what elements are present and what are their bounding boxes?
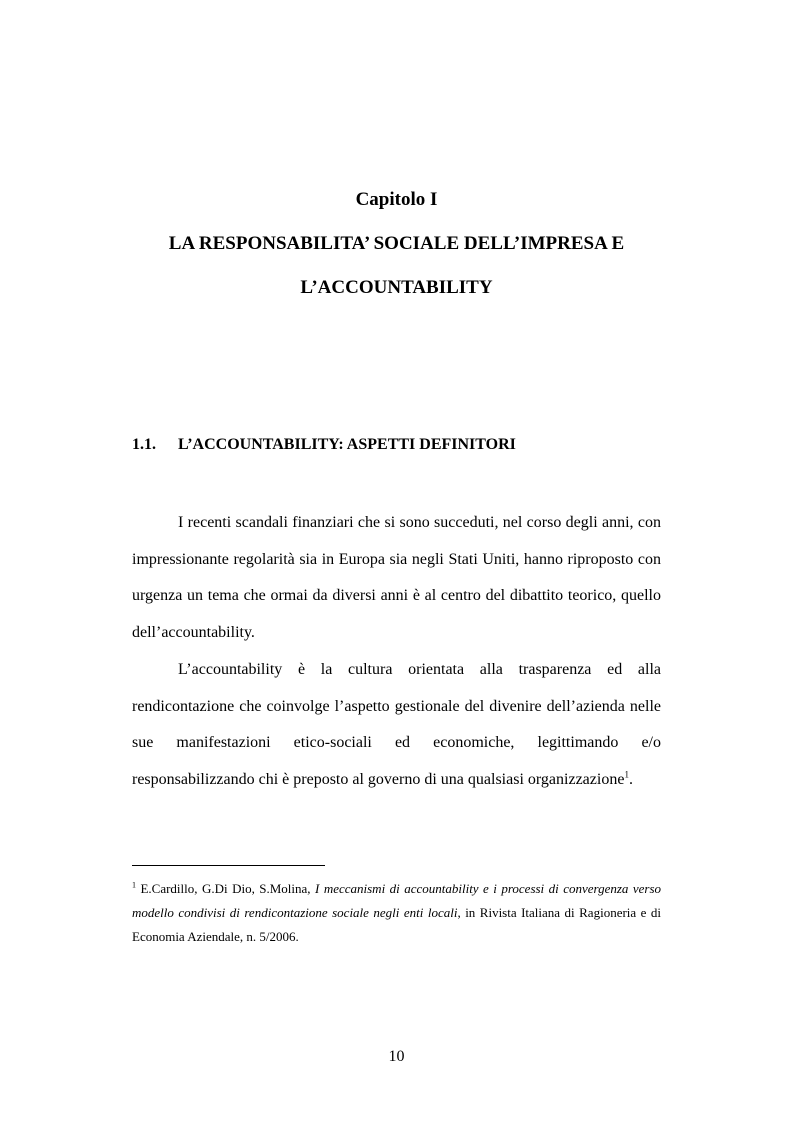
paragraph-1: I recenti scandali finanziari che si sono succeduti, nel corso degli anni, con impressionante regolarità sia in Europa sia negli Stati Uniti, hanno riproposto con urgenza un tema che ormai da diversi anni è al centro del dibattito teorico, quello dell’accountability. xyxy=(132,514,661,642)
footnote-authors: E.Cardillo, G.Di Dio, S.Molina, xyxy=(140,881,311,896)
chapter-number: Capitolo I xyxy=(355,189,438,210)
footnote-title: I meccanismi di accountability e i processi di convergenza verso modello condivisi di rendicontazione sociale negli enti locali xyxy=(132,881,662,920)
page-number: 10 xyxy=(388,1048,405,1065)
body-text xyxy=(132,505,661,799)
chapter-title-line-1: LA RESPONSABILITA’ SOCIALE DELL’IMPRESA E xyxy=(168,233,625,254)
paragraph-2 xyxy=(132,652,661,799)
chapter-title-line-2: L’ACCOUNTABILITY xyxy=(300,277,493,298)
paragraph-2-text: L’accountability è la cultura orientata alla trasparenza ed alla rendicontazione che coinvolge l’aspetto gestionale del divenire dell’azienda nelle sue manifestazioni etico-sociali ed economiche, legittimando e/o responsabilizzando chi è preposto al governo di una qualsiasi organizzazione xyxy=(132,660,661,788)
section-heading xyxy=(132,436,516,454)
section-title: L’ACCOUNTABILITY: ASPETTI DEFINITORI xyxy=(178,436,516,453)
footnote-divider xyxy=(132,865,325,866)
footnote xyxy=(132,877,661,949)
paragraph-2-end: . xyxy=(628,770,633,788)
footnote-reference[interactable]: 1 xyxy=(624,769,629,780)
footnote-marker: 1 xyxy=(132,880,136,890)
section-number: 1.1. xyxy=(132,436,156,453)
footnote-source: , in Rivista Italiana di Ragioneria e di Economia Aziendale, n. 5/2006. xyxy=(132,905,662,944)
